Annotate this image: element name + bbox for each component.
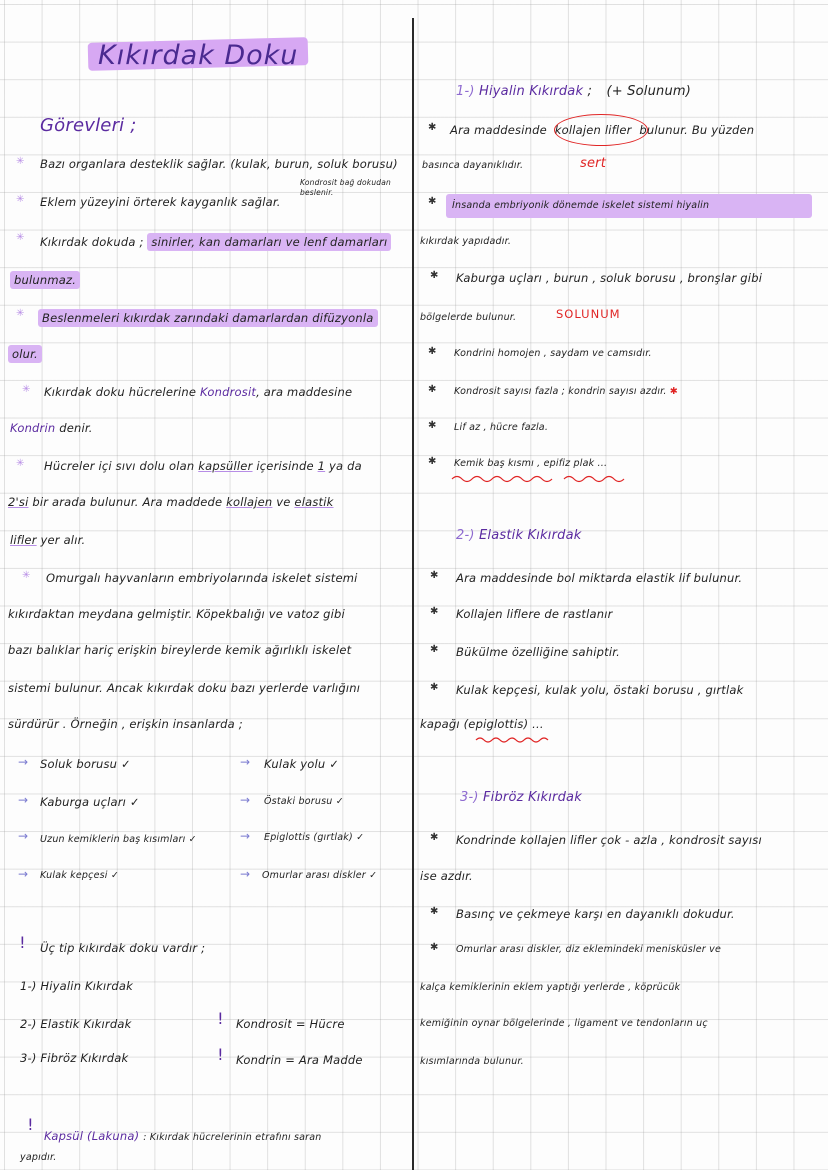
note-line: bölgelerde bulunur. <box>420 312 517 323</box>
note-line: Kıkırdak dokuda ; sinirler, kan damarları ve lenf damarları <box>40 234 391 250</box>
type-item: 2-) Elastik Kıkırdak <box>20 1017 132 1031</box>
note-line <box>8 346 42 362</box>
bullet-icon: ✳ <box>16 232 25 243</box>
bullet-icon: ✱ <box>428 346 437 357</box>
note-line: Kollajen liflere de rastlanır <box>456 607 613 621</box>
note-line: Bazı organlara desteklik sağlar. (kulak, burun, soluk borusu) <box>40 157 398 171</box>
example-item: Östaki borusu ✓ <box>264 796 344 807</box>
section-heading-elastik: 2-) Elastik Kıkırdak <box>456 528 582 543</box>
definition: Kondrin = Ara Madde <box>236 1053 363 1067</box>
highlighted-text: olur. <box>8 345 42 363</box>
note-line: Kondrin denir. <box>10 421 93 435</box>
bullet-icon: ✱ <box>430 942 439 953</box>
bullet-icon: ✱ <box>428 384 437 395</box>
example-item: Omurlar arası diskler ✓ <box>262 870 378 881</box>
annotation: sert <box>580 156 607 171</box>
note-line: kısımlarında bulunur. <box>420 1056 524 1067</box>
note-line: Kondrinde kollajen lifler çok - azla , kondrosit sayısı <box>456 833 762 847</box>
bullet-icon: ✱ <box>430 570 439 581</box>
example-item: Soluk borusu ✓ <box>40 757 131 771</box>
red-squiggle <box>452 474 652 484</box>
section-heading-fibroz: 3-) Fibröz Kıkırdak <box>460 790 582 805</box>
arrow-icon: → <box>240 867 251 881</box>
bullet-icon: ✳ <box>22 570 31 581</box>
bullet-icon: ✱ <box>430 682 439 693</box>
note-line: Ara maddesinde kollajen lifler bulunur. Bu yüzden <box>450 123 755 137</box>
arrow-icon: → <box>240 829 251 843</box>
bullet-icon: ✱ <box>428 196 437 207</box>
bullet-icon: ✳ <box>22 384 31 395</box>
arrow-icon: → <box>18 793 29 807</box>
example-item: Kaburga uçları ✓ <box>40 795 140 809</box>
note-line: basınca dayanıklıdır. <box>422 160 524 171</box>
note-line: Omurgalı hayvanların embriyolarında iskelet sistemi <box>46 571 358 585</box>
note-line: Kaburga uçları , burun , soluk borusu , bronşlar gibi <box>456 271 763 285</box>
note-line: Kulak kepçesi, kulak yolu, östaki borusu , gırtlak <box>456 683 744 697</box>
example-item: Epiglottis (gırtlak) ✓ <box>264 832 365 843</box>
highlighted-text: sinirler, kan damarları ve lenf damarları <box>147 233 391 251</box>
note-line: kapağı (epiglottis) ... <box>420 717 544 731</box>
note-line: bazı balıklar hariç erişkin bireylerde kemik ağırlıklı iskelet <box>8 643 352 657</box>
note-line: Ara maddesinde bol miktarda elastik lif bulunur. <box>456 571 743 585</box>
note-line: Omurlar arası diskler, diz eklemindeki menisküsler ve <box>456 944 721 955</box>
note-line: Kıkırdak doku hücrelerine Kondrosit, ara maddesine <box>44 385 353 399</box>
bullet-icon: ✱ <box>428 456 437 467</box>
exclamation-icon: ǃ <box>20 933 25 952</box>
bullet-icon: ✱ <box>430 832 439 843</box>
note-line: kalça kemiklerinin eklem yaptığı yerlerde , köprücük <box>420 982 681 993</box>
type-item: 3-) Fibröz Kıkırdak <box>20 1051 129 1065</box>
note-line: kemiğinin oynar bölgelerinde , ligament ve tendonların uç <box>420 1018 708 1029</box>
note-line: sistemi bulunur. Ancak kıkırdak doku bazı yerlerde varlığını <box>8 681 361 695</box>
definition: Kondrosit = Hücre <box>236 1017 345 1031</box>
note-line: Üç tip kıkırdak doku vardır ; <box>40 941 206 955</box>
bullet-icon: ✱ <box>430 644 439 655</box>
highlight-circle <box>554 114 648 146</box>
note-line: Kondrini homojen , saydam ve camsıdır. <box>454 348 652 359</box>
highlighted-text: İnsanda embriyonik dönemde iskelet sistemi hiyalin <box>446 194 812 218</box>
bullet-icon: ✳ <box>16 194 25 205</box>
note-line: Kapsül (Lakuna) : Kıkırdak hücrelerinin etrafını saran <box>44 1129 322 1143</box>
bullet-icon: ✱ <box>430 270 439 281</box>
arrow-icon: → <box>18 867 29 881</box>
type-item: 1-) Hiyalin Kıkırdak <box>20 979 133 993</box>
side-note: beslenir. <box>300 188 334 197</box>
page-divider <box>412 18 414 1170</box>
bullet-icon: ✳ <box>16 156 25 167</box>
bullet-icon: ✱ <box>430 606 439 617</box>
note-line: ise azdır. <box>420 869 473 883</box>
note-line: Lif az , hücre fazla. <box>454 422 549 433</box>
note-line: 2'si bir arada bulunur. Ara maddede kollajen ve elastik <box>8 495 334 509</box>
bullet-icon: ✳ <box>16 308 25 319</box>
arrow-icon: → <box>18 829 29 843</box>
arrow-icon: → <box>18 755 29 769</box>
red-squiggle <box>476 736 556 744</box>
section-heading-hiyalin: 1-) Hiyalin Kıkırdak ; (+ Solunum) <box>456 84 692 99</box>
note-line: Eklem yüzeyini örterek kayganlık sağlar. <box>40 195 281 209</box>
arrow-icon: → <box>240 755 251 769</box>
note-line: lifler yer alır. <box>10 533 86 547</box>
side-note: Kondrosit bağ dokudan <box>300 178 391 187</box>
note-line <box>446 194 812 218</box>
highlighted-text: Beslenmeleri kıkırdak zarındaki damarlardan difüzyonla <box>38 309 378 327</box>
exclamation-icon: ǃ <box>28 1115 33 1134</box>
section-heading-gorevleri: Görevleri ; <box>40 115 137 136</box>
note-line: kıkırdak yapıdadır. <box>420 236 512 247</box>
example-item: Uzun kemiklerin baş kısımları ✓ <box>40 834 197 845</box>
note-line: Bükülme özelliğine sahiptir. <box>456 645 620 659</box>
example-item: Kulak kepçesi ✓ <box>40 870 119 881</box>
bullet-icon: ✳ <box>16 458 25 469</box>
bullet-icon: ✱ <box>428 420 437 431</box>
note-line: Basınç ve çekmeye karşı en dayanıklı dokudur. <box>456 907 735 921</box>
bullet-icon: ✱ <box>430 906 439 917</box>
note-line: Kemik baş kısmı , epifiz plak ... <box>454 458 608 469</box>
page-title: Kıkırdak Doku <box>98 40 299 71</box>
arrow-icon: → <box>240 793 251 807</box>
highlighted-text: bulunmaz. <box>10 271 80 289</box>
note-line: kıkırdaktan meydana gelmiştir. Köpekbalığı ve vatoz gibi <box>8 607 345 621</box>
note-line: yapıdır. <box>20 1152 57 1163</box>
note-line <box>10 272 80 288</box>
exclamation-icon: ǃ <box>218 1009 223 1028</box>
example-item: Kulak yolu ✓ <box>264 757 340 771</box>
exclamation-icon: ǃ <box>218 1045 223 1064</box>
bullet-icon: ✱ <box>428 122 437 133</box>
note-line: sürdürür . Örneğin , erişkin insanlarda ; <box>8 717 243 731</box>
note-line <box>38 310 378 326</box>
note-line: Kondrosit sayısı fazla ; kondrin sayısı azdır. ✱ <box>454 386 679 397</box>
annotation: SOLUNUM <box>556 307 621 321</box>
note-line: Hücreler içi sıvı dolu olan kapsüller içerisinde 1 ya da <box>44 459 362 473</box>
